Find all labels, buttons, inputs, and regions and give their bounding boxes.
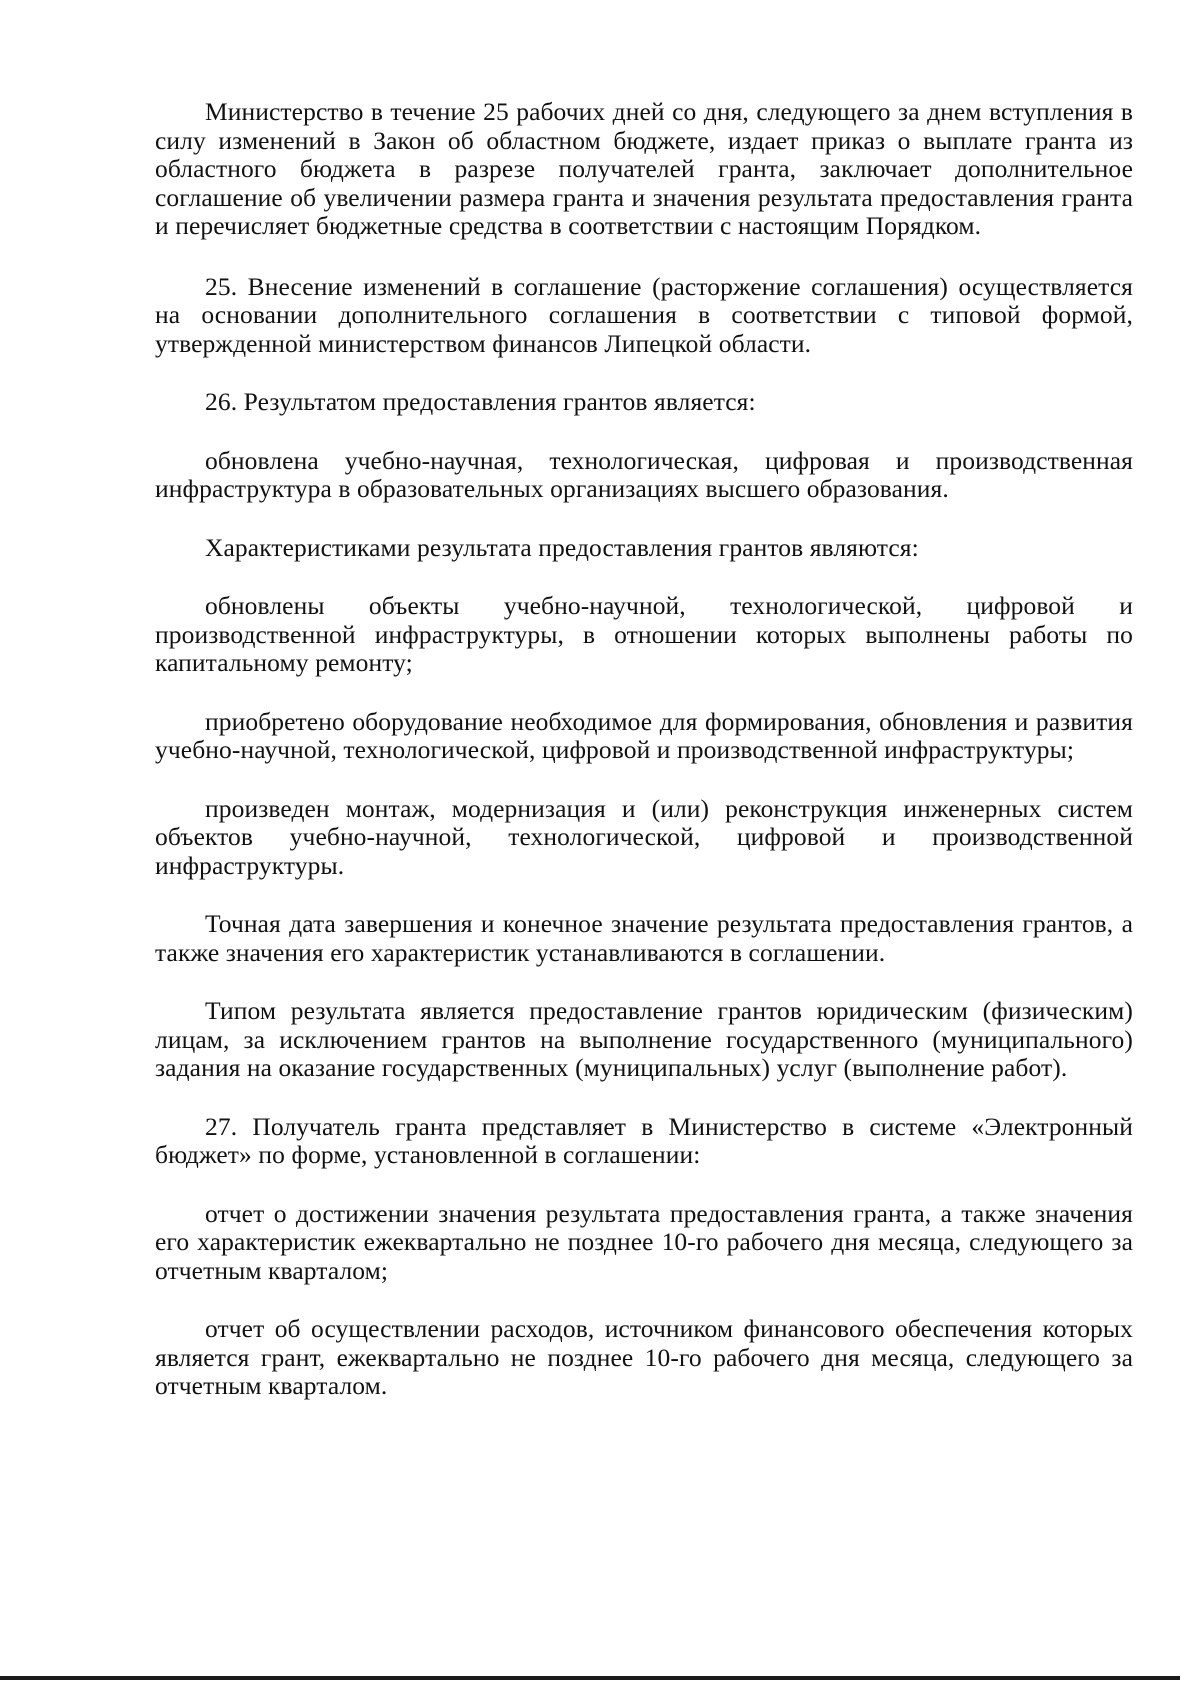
bottom-border-line <box>0 1676 1180 1680</box>
paragraph-ministry-order: Министерство в течение 25 рабочих дней со дня, следующего за днем вступления в силу изменений в Закон об областном бюджете, издает приказ о выплате гранта из областного бюджета в разрезе получателей гранта, заключает дополнительное соглашение об увеличении размера гранта и значения результата предоставления гранта и перечисляет бюджетные средства в соответствии с настоящим Порядком. <box>155 97 1133 240</box>
paragraph-item-25: 25. Внесение изменений в соглашение (расторжение соглашения) осуществляется на основании дополнительного соглашения в соответствии с типовой формой, утвержденной министерством финансов Липецкой области. <box>155 271 1133 358</box>
paragraph-result-infrastructure: обновлена учебно-научная, технологическая, цифровая и производственная инфраструктура в образовательных организациях высшего образования. <box>155 445 1133 503</box>
paragraph-item-27-heading: 27. Получатель гранта представляет в Министерство в системе «Электронный бюджет» по форме, установленной в соглашении: <box>155 1111 1133 1169</box>
paragraph-characteristic-equipment: приобретено оборудование необходимое для формирования, обновления и развития учебно-научной, технологической, цифровой и производственной инфраструктуры; <box>155 706 1133 764</box>
paragraph-characteristics-heading: Характеристиками результата предоставления грантов являются: <box>205 532 919 562</box>
paragraph-report-result: отчет о достижении значения результата предоставления гранта, а также значения его характеристик ежеквартально не позднее 10-го рабочего дня месяца, следующего за отчетным кварталом; <box>155 1198 1133 1285</box>
paragraph-completion-date: Точная дата завершения и конечное значение результата предоставления грантов, а также значения его характеристик устанавливаются в соглашении. <box>155 909 1133 967</box>
paragraph-result-type: Типом результата является предоставление грантов юридическим (физическим) лицам, за исключением грантов на выполнение государственного (муниципального) задания на оказание государственных (муниципальных) услуг (выполнение работ). <box>155 996 1133 1082</box>
document-body <box>155 98 1133 1431</box>
paragraph-item-26-heading: 26. Результатом предоставления грантов является: <box>205 387 756 416</box>
paragraph-report-expenses: отчет об осуществлении расходов, источником финансового обеспечения которых является грант, ежеквартально не позднее 10-го рабочего дня месяца, следующего за отчетным кварталом. <box>155 1314 1133 1400</box>
paragraph-characteristic-installation: произведен монтаж, модернизация и (или) реконструкция инженерных систем объектов учебно-научной, технологической, цифровой и производственной инфраструктуры. <box>155 793 1133 880</box>
paragraph-characteristic-repair: обновлены объекты учебно-научной, технологической, цифровой и производственной инфраструктуры, в отношении которых выполнены работы по капитальному ремонту; <box>155 591 1133 677</box>
